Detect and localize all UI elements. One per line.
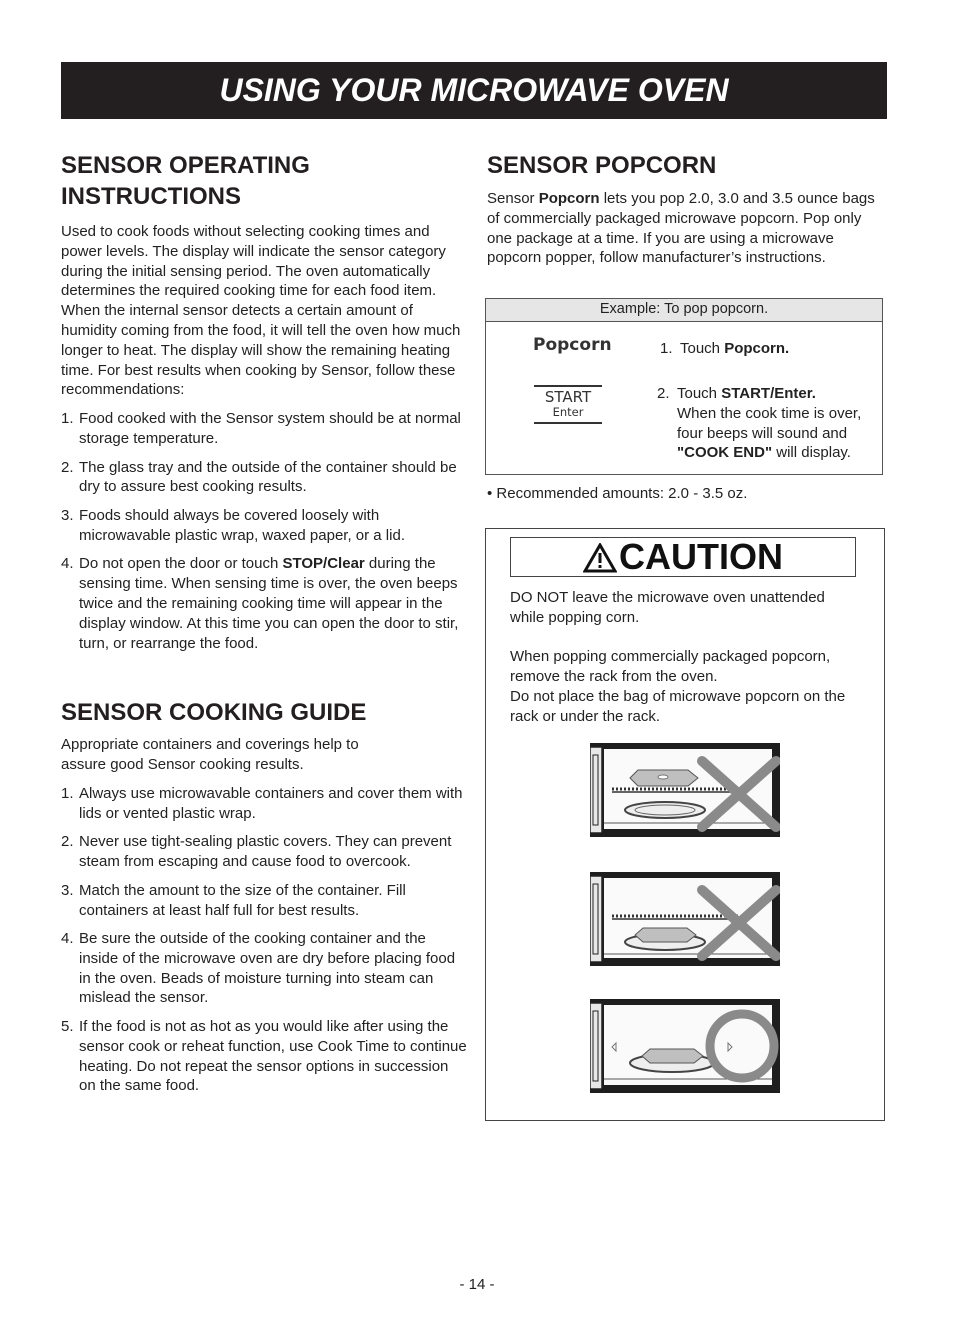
caution-text [510,588,860,727]
list-item: 1. Food cooked with the Sensor system should be at normal storage temperature. [61,410,461,447]
sensor-popcorn-heading: SENSOR POPCORN [487,152,717,179]
caution-title: CAUTION [510,537,856,577]
oven-bag-under-rack-illustration [590,872,780,966]
caution-paragraph-1: DO NOT leave the microwave oven unattended while popping corn. [510,589,825,626]
list-item: 3. Foods should always be covered loosely with microwavable plastic wrap, waxed paper, or a lid. [61,506,405,544]
right-column [487,150,887,268]
sensor-operating-intro-2: When the internal sensor detects a certain amount of humidity coming from the food, it will tell the oven how much longer to heat. The display will show the remaining heating time. For best results when cooking by Sensor, follow these recommendations: [61,302,461,399]
list-item: 4. Do not open the door or touch STOP/Clear during the sensing time. When sensing time is over, the oven beeps twice and the remaining cooking time will appear in the display window. At this time you can open the door to stir, turn, or rearrange the food. [61,555,459,652]
left-column [61,150,469,1105]
caution-box [485,528,885,1121]
list-item: 3. Match the amount to the size of the container. Fill containers at least half full for best results. [61,881,406,919]
sensor-operating-list [61,409,469,653]
example-step-1: 1. Touch Popcorn. [660,340,790,357]
sensor-guide-list [61,784,469,1096]
oven-bag-on-rack-illustration [590,743,780,837]
sensor-guide-heading: SENSOR COOKING GUIDE [61,699,367,727]
popcorn-key: Popcorn [533,335,612,355]
start-enter-key [534,385,602,424]
example-header: Example: To pop popcorn. [486,299,882,322]
sensor-popcorn-intro: Sensor Popcorn lets you pop 2.0, 3.0 and 3.5 ounce bags of commercially packaged microwave popcorn. Pop only one package at a time. If you are using a microwave popcorn popper, follow manufacturer’s instructions. [487,190,875,267]
recommended-amounts: • Recommended amounts: 2.0 - 3.5 oz. [487,485,748,502]
list-item: 1. Always use microwavable containers and cover them with lids or vented plastic wrap. [61,784,463,822]
example-step-2: 2. Touch START/Enter. When the cook time is over, four beeps will sound and "COOK END" will display. [657,385,862,462]
caution-paragraph-3: Do not place the bag of microwave popcorn on the rack or under the rack. [510,687,846,725]
page-number: - 14 - [459,1276,495,1293]
list-item: 2. Never use tight-sealing plastic covers. They can prevent steam from escaping and cause food to overcook. [61,833,452,871]
sensor-guide-intro: Appropriate containers and coverings help to assure good Sensor cooking results. [61,736,359,774]
sensor-operating-heading: SENSOR OPERATING INSTRUCTIONS [61,152,310,210]
list-item: 5. If the food is not as hot as you would like after using the sensor cook or reheat function, use Cook Time to continue heating. Do not repeat the sensor options in succession on the same food. [61,1018,467,1095]
example-box [485,298,883,475]
page-banner: USING YOUR MICROWAVE OVEN [61,62,887,119]
warning-triangle-icon [583,543,617,573]
start-key-label: START [544,388,592,406]
oven-no-rack-illustration [590,999,780,1093]
caution-paragraph-2: When popping commercially packaged popcorn, remove the rack from the oven. [510,648,831,686]
list-item: 4. Be sure the outside of the cooking container and the inside of the microwave oven are dry before placing food in the oven. Beads of moisture turning into steam can mislead the sensor. [61,930,456,1007]
list-item: 2. The glass tray and the outside of the container should be dry to assure best cooking results. [61,458,457,496]
sensor-operating-intro: Used to cook foods without selecting cooking times and power levels. The display will indicate the sensor category during the initial sensing period. The oven automatically determines the required cooking time for each food item. [61,223,446,300]
enter-key-label: Enter [552,405,584,419]
